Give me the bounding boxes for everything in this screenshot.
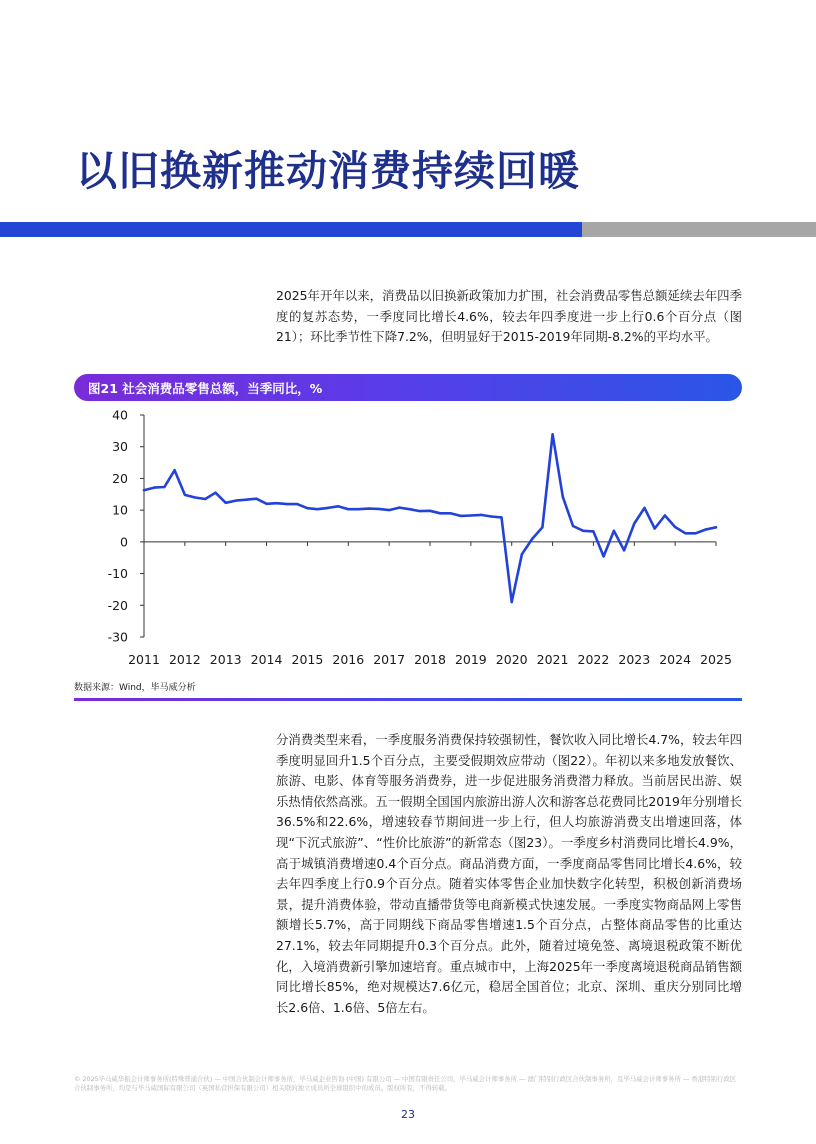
data-point xyxy=(705,528,707,530)
data-point xyxy=(173,469,175,471)
x-tick-label: 2013 xyxy=(209,652,242,667)
y-tick-label: -10 xyxy=(107,566,128,582)
x-tick-label: 2015 xyxy=(291,652,324,667)
data-point xyxy=(337,505,339,507)
data-point xyxy=(470,514,472,516)
data-point xyxy=(490,515,492,517)
y-tick-label: -30 xyxy=(107,629,128,645)
data-point xyxy=(592,530,594,532)
line-chart xyxy=(74,402,742,674)
data-point xyxy=(255,498,257,500)
data-point xyxy=(582,530,584,532)
data-point xyxy=(265,503,267,505)
data-point xyxy=(572,525,574,527)
data-point xyxy=(143,489,145,491)
x-tick-label: 2014 xyxy=(250,652,283,667)
data-point xyxy=(388,509,390,511)
y-tick-label: 20 xyxy=(112,470,128,486)
data-point xyxy=(184,494,186,496)
data-point xyxy=(357,508,359,510)
data-point xyxy=(480,514,482,516)
data-point xyxy=(316,508,318,510)
data-point xyxy=(225,502,227,504)
x-tick-label: 2025 xyxy=(700,652,732,667)
figure-bottom-rule xyxy=(74,698,742,701)
figure-source: 数据来源：Wind，毕马威分析 xyxy=(74,683,196,693)
intro-paragraph: 2025年开年以来，消费品以旧换新政策加力扩围，社会消费品零售总额延续去年四季度的复苏态势，一季度同比增长4.6%，较去年四季度进一步上行0.6个百分点（图21）；环比季节性下降7.2%，但明显好于2015-2019年同期-8.2%的平均水平。 xyxy=(276,288,742,345)
data-point xyxy=(643,507,645,509)
data-point xyxy=(715,526,717,528)
data-point xyxy=(378,508,380,510)
x-tick-label: 2012 xyxy=(168,652,201,667)
data-point xyxy=(521,553,523,555)
data-point xyxy=(511,601,513,603)
x-tick-label: 2024 xyxy=(659,652,692,667)
series-line xyxy=(144,434,716,602)
data-point xyxy=(633,522,635,524)
x-tick-label: 2021 xyxy=(536,652,569,667)
data-point xyxy=(398,506,400,508)
title-accent-bar-gray xyxy=(582,222,816,237)
data-point xyxy=(602,555,604,557)
data-point xyxy=(541,526,543,528)
data-point xyxy=(623,549,625,551)
body-paragraph: 分消费类型来看，一季度服务消费保持较强韧性，餐饮收入同比增长4.7%，较去年四季度明显回升1.5个百分点，主要受假期效应带动（图22）。年初以来多地发放餐饮、旅游、电影、体育等服务消费券，进一步促进服务消费潜力释放。当前居民出游、娱乐热情依然高涨。五一假期全国国内旅游出游人次和游客总花费同比2019年分别增长36.5%和22.6%，增速较春节期间进一步上行，但人均旅游消费支出增速回落，体现“下沉式旅游”、“性价比旅游”的新常态（图23）。一季度乡村消费同比增长4.9%，高于城镇消费增速0.4个百分点。商品消费方面，一季度商品零售同比增长4.6%，较去年四季度上行0.9个百分点。随着实体零售企业加快数字化转型，积极创新消费场景，提升消费体验，带动直播带货等电商新模式快速发展。一季度实物商品网上零售额增长5.7%，高于同期线下商品零售增速1.5个百分点，占整体商品零售的比重达27.1%，较去年同期提升0.3个百分点。此外，随着过境免签、离境退税政策不断优化，入境消费新引擎加速培育。重点城市中，上海2025年一季度离境退税商品销售额同比增长85%，绝对规模达7.6亿元，稳居全国首位；北京、深圳、重庆分别同比增长2.6倍、1.6倍、5倍左右。 xyxy=(276,732,742,1015)
x-tick-label: 2022 xyxy=(577,652,610,667)
figure-title: 图21 社会消费品零售总额，当季同比，% xyxy=(88,381,323,396)
data-point xyxy=(153,486,155,488)
data-point xyxy=(286,503,288,505)
data-point xyxy=(664,514,666,516)
x-tick-label: 2016 xyxy=(332,652,365,667)
data-point xyxy=(439,512,441,514)
data-point xyxy=(306,507,308,509)
data-point xyxy=(347,508,349,510)
x-tick-label: 2017 xyxy=(373,652,406,667)
data-point xyxy=(684,532,686,534)
y-tick-label: 40 xyxy=(112,407,128,423)
data-point xyxy=(654,527,656,529)
y-tick-label: 0 xyxy=(120,534,128,550)
page-title: 以旧换新推动消费持续回暖 xyxy=(76,147,580,195)
data-point xyxy=(613,530,615,532)
data-point xyxy=(429,510,431,512)
x-tick-label: 2011 xyxy=(128,652,160,667)
data-point xyxy=(214,492,216,494)
data-point xyxy=(204,498,206,500)
y-tick-label: -20 xyxy=(107,597,128,613)
x-tick-label: 2019 xyxy=(454,652,487,667)
data-point xyxy=(296,503,298,505)
title-accent-bar-blue xyxy=(0,222,582,237)
data-point xyxy=(674,526,676,528)
data-point xyxy=(500,516,502,518)
y-tick-label: 10 xyxy=(112,502,128,518)
page-number: 23 xyxy=(401,1108,415,1121)
data-point xyxy=(551,433,553,435)
data-point xyxy=(459,515,461,517)
y-tick-label: 30 xyxy=(112,439,128,455)
data-point xyxy=(245,499,247,501)
data-point xyxy=(562,496,564,498)
data-point xyxy=(368,507,370,509)
data-point xyxy=(408,508,410,510)
data-point xyxy=(531,538,533,540)
data-point xyxy=(449,512,451,514)
x-tick-label: 2023 xyxy=(618,652,651,667)
data-point xyxy=(419,510,421,512)
data-point xyxy=(276,502,278,504)
data-point xyxy=(235,499,237,501)
data-point xyxy=(327,507,329,509)
x-tick-label: 2020 xyxy=(495,652,528,667)
data-point xyxy=(694,532,696,534)
data-point xyxy=(194,496,196,498)
copyright-footer: © 2025毕马威华振会计师事务所(特殊普通合伙) — 中国合伙制会计师事务所，毕马威企业咨询 (中国) 有限公司 — 中国有限责任公司，毕马威会计师事务所 — 澳门特别行政区合伙制事务所，及毕马威会计师事务所 — 香港特别行政区合伙制事务所，均是与毕马威国际有限公司（英国私营担保有限公司）相关联的独立成员所全球组织中的成员。版权所有，不得转载。 xyxy=(74,1075,737,1092)
data-point xyxy=(163,486,165,488)
x-tick-label: 2018 xyxy=(414,652,446,667)
figure-title-banner xyxy=(74,374,742,401)
